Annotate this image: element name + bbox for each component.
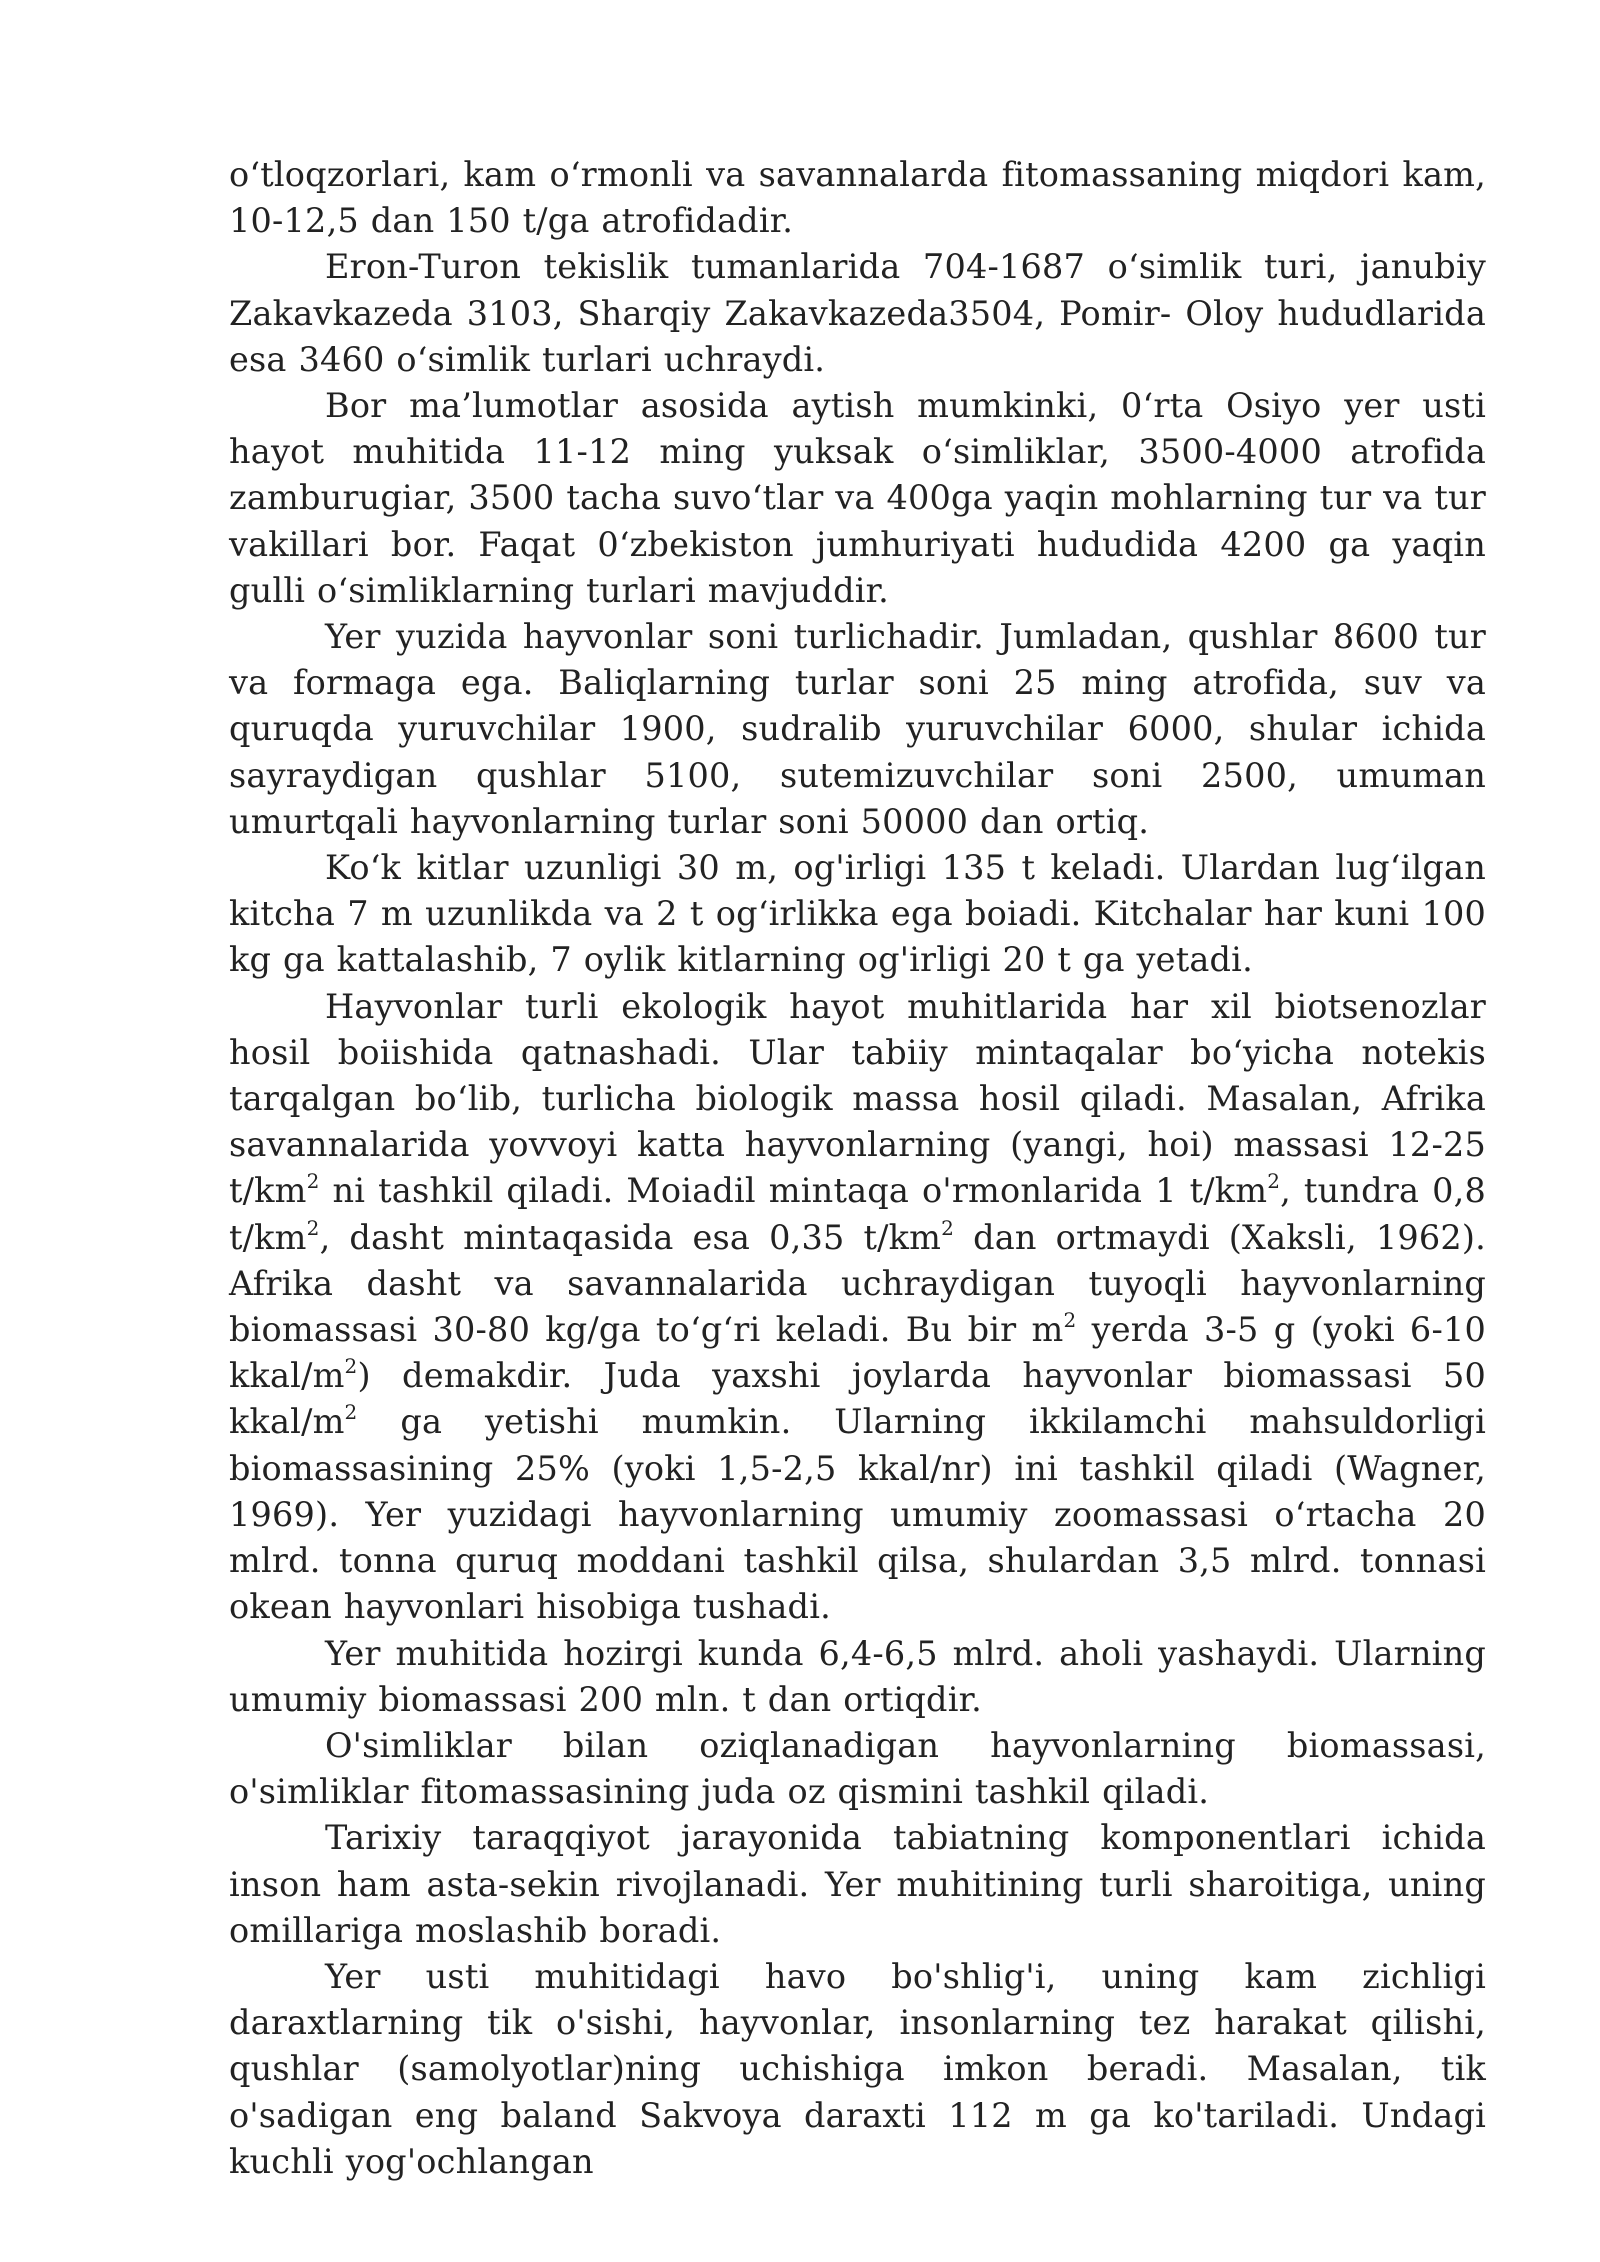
paragraph-4: Yer yuzida hayvonlar soni turlichadir. Jumladan, qushlar 8600 tur va formaga ega. Baliqlarning turlar soni 25 ming atrofida, suv va quruqda yuruvchilar 1900, sudralib yuruvchilar 6000, shular ichida sayraydigan qushlar 5100, sutemizuvchilar soni 2500, umuman umurtqali hayvonlarning turlar soni 50000 dan ortiq. xyxy=(229,617,1486,841)
text-segment: ga yetishi mumkin. Ularning ikkilamchi mahsuldorligi biomassasining 25% (yoki 1,5-2,5 kkal/nr) ini tashkil qiladi (Wagner, 1969). Yer yuzidagi hayvonlarning umumiy zoomassasi o‘rtacha 20 mlrd. tonna quruq moddani tashkil qilsa, shulardan 3,5 mlrd. tonnasi okean hayvonlari hisobiga tushadi. xyxy=(229,1402,1486,1627)
text-segment: , dasht mintaqasida esa 0,35 t/km xyxy=(319,1217,942,1257)
text-segment: ) demakdir. Juda yaxshi joylarda hayvonlar biomassasi 50 kkal/m xyxy=(229,1356,1486,1442)
paragraph-1: o‘tloqzorlari, kam o‘rmonli va savannalarda fitomassaning miqdori kam, 10-12,5 dan 150 t/ga atrofidadir. xyxy=(229,155,1486,241)
paragraph-10: Yer usti muhitidagi havo bo'shlig'i, uning kam zichligi daraxtlarning tik o'sishi, hayvonlar, insonlarning tez harakat qilishi, qushlar (samolyotlar)ning uchishiga imkon beradi. Masalan, tik o'sadigan eng baland Sakvoya daraxti 112 m ga ko'tariladi. Undagi kuchli yog'ochlangan xyxy=(229,1956,1486,2181)
text-segment: , tundra 0,8 t/km xyxy=(229,1171,1486,1257)
paragraph-8: O'simliklar bilan oziqlanadigan hayvonlarning biomassasi, o'simliklar fitomassasining juda oz qismini tashkil qiladi. xyxy=(229,1725,1486,1812)
paragraph-5: Ko‘k kitlar uzunligi 30 m, og'irligi 135 t keladi. Ulardan lug‘ilgan kitcha 7 m uzunlikda va 2 t og‘irlikka ega boiadi. Kitchalar har kuni 100 kg ga kattalashib, 7 oylik kitlarning og'irligi 20 t ga yetadi. xyxy=(229,848,1486,980)
superscript: 2 xyxy=(344,1354,358,1379)
superscript: 2 xyxy=(1063,1308,1077,1333)
paragraph-9: Tarixiy taraqqiyot jarayonida tabiatning komponentlari ichida inson ham asta-sekin rivojlanadi. Yer muhitining turli sharoitiga, uning omillariga moslashib boradi. xyxy=(229,1818,1486,1950)
text-segment: dan ortmaydi (Xaksli, 1962). Afrika dasht va savannalarida uchraydigan tuyoqli hayvonlarning biomassasi 30-80 kg/ga to‘g‘ri keladi. Bu bir m xyxy=(229,1217,1486,1350)
text-segment: ni tashkil qiladi. Moiadil mintaqa o'rmonlarida 1 t/km xyxy=(319,1171,1268,1211)
superscript: 2 xyxy=(1267,1169,1281,1194)
document-page xyxy=(229,152,1486,2185)
paragraph-7: Yer muhitida hozirgi kunda 6,4-6,5 mlrd. aholi yashaydi. Ularning umumiy biomassasi 200 mln. t dan ortiqdir. xyxy=(229,1633,1486,1719)
superscript: 2 xyxy=(306,1169,320,1194)
paragraph-3: Bor ma’lumotlar asosida aytish mumkinki, 0‘rta Osiyo yer usti hayot muhitida 11-12 ming yuksak o‘simliklar, 3500-4000 atrofida zamburugiar, 3500 tacha suvo‘tlar va 400ga yaqin mohlarning tur va tur vakillari bor. Faqat 0‘zbekiston jumhuriyati hududida 4200 ga yaqin gulli o‘simliklarning turlari mavjuddir. xyxy=(229,386,1486,610)
text-segment: Hayvonlar turli ekologik hayot muhitlarida har xil biotsenozlar hosil boiishida qatnashadi. Ular tabiiy mintaqalar bo‘yicha notekis tarqalgan bo‘lib, turlicha biologik massa hosil qiladi. Masalan, Afrika savannalarida yovvoyi katta hayvonlarning (yangi, hoi) massasi 12-25 t/km xyxy=(229,986,1486,1211)
text-segment: yerda 3-5 g (yoki 6-10 kkal/m xyxy=(229,1310,1486,1396)
superscript: 2 xyxy=(306,1215,320,1240)
superscript: 2 xyxy=(344,1400,358,1425)
superscript: 2 xyxy=(941,1215,955,1240)
paragraph-2: Eron-Turon tekislik tumanlarida 704-1687 o‘simlik turi, janubiy Zakavkazeda 3103, Sharqiy Zakavkazeda3504, Pomir- Oloy hududlarida esa 3460 o‘simlik turlari uchraydi. xyxy=(229,247,1486,379)
paragraph-6 xyxy=(229,984,1486,1631)
